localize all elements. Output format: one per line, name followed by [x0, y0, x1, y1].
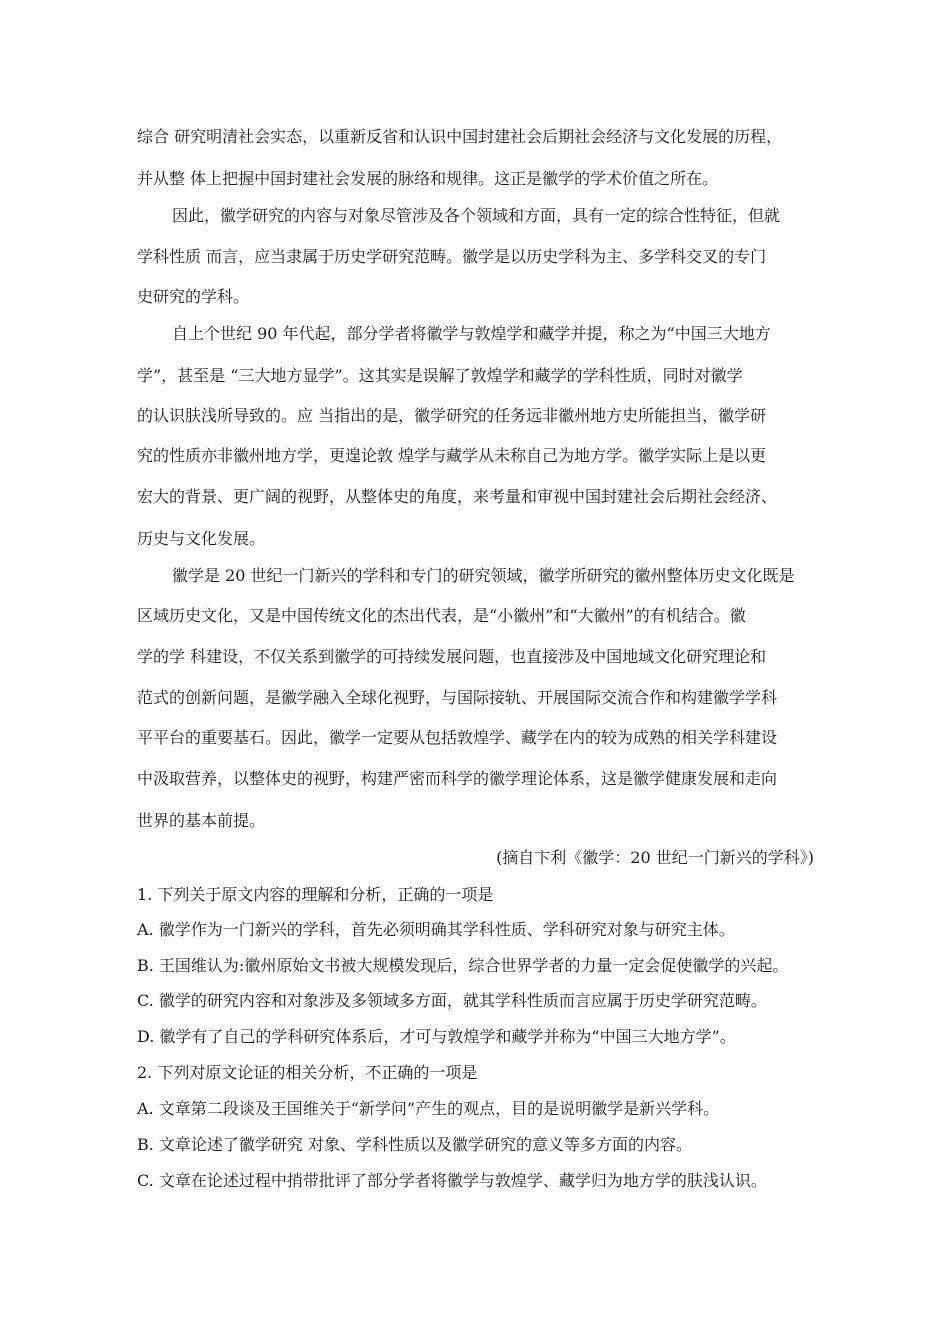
answer-option: D. 徽学有了自己的学科研究体系后，才可与敦煌学和藏学并称为“中国三大地方学”。	[137, 1027, 736, 1046]
answer-option: B. 王国维认为:徽州原始文书被大规模发现后，综合世界学者的力量一定会促使徽学的兴起。	[137, 956, 789, 975]
answer-option: B. 文章论述了徽学研究 对象、学科性质以及徽学研究的意义等多方面的内容。	[137, 1135, 693, 1154]
text-line: 宏大的背景、更广阔的视野，从整体史的角度，来考量和审视中国封建社会后期社会经济、	[137, 487, 778, 506]
text-line: 究的性质亦非徽州地方学，更遑论敦 煌学与藏学从未称自己为地方学。徽学实际上是以更	[137, 446, 767, 465]
answer-option: A. 文章第二段谈及王国维关于“新学问”产生的观点，目的是说明徽学是新兴学科。	[137, 1099, 720, 1118]
text-line: 历史与文化发展。	[137, 529, 266, 548]
text-line: 范式的创新问题，是徽学融入全球化视野，与国际接轨、开展国际交流合作和构建徽学学科	[137, 688, 778, 707]
answer-option: C. 徽学的研究内容和对象涉及多领域多方面，就其学科性质而言应属于历史学研究范畴。	[137, 991, 767, 1010]
text-line: 徽学是 20 世纪一门新兴的学科和专门的研究领域，徽学所研究的徽州整体历史文化既是	[172, 566, 795, 585]
question-stem: 2. 下列对原文论证的相关分析，不正确的一项是	[137, 1063, 478, 1082]
question-stem: 1. 下列关于原文内容的理解和分析，正确的一项是	[137, 885, 494, 904]
text-line: 区域历史文化，又是中国传统文化的杰出代表，是“小徽州”和“大徽州”的有机结合。徽	[137, 606, 746, 625]
text-line: 学”，甚至是 “三大地方显学”。这其实是误解了敦煌学和藏学的学科性质，同时对徽学	[137, 366, 743, 385]
text-line: 自上个世纪 90 年代起，部分学者将徽学与敦煌学和藏学并提，称之为“中国三大地方	[172, 324, 771, 343]
text-line: 学的学 科建设，不仅关系到徽学的可持续发展问题，也直接涉及中国地域文化研究理论和	[137, 647, 767, 666]
text-line: 学科性质 而言，应当隶属于历史学研究范畴。徽学是以历史学科为主、多学科交叉的专门	[137, 247, 767, 266]
text-line: 的认识肤浅所导致的。应 当指出的是，徽学研究的任务远非徽州地方史所能担当，徽学研	[137, 406, 767, 425]
text-line: 世界的基本前提。	[137, 811, 266, 830]
answer-option: C. 文章在论述过程中捎带批评了部分学者将徽学与敦煌学、藏学归为地方学的肤浅认识。	[137, 1171, 767, 1190]
answer-option: A. 徽学作为一门新兴的学科，首先必须明确其学科性质、学科研究对象与研究主体。	[137, 920, 735, 939]
text-line: 综合 研究明清社会实态，以重新反省和认识中国封建社会后期社会经济与文化发展的历程，	[137, 127, 783, 146]
text-line: 并从整 体上把握中国封建社会发展的脉络和规律。这正是徽学的学术价值之所在。	[137, 169, 719, 188]
text-line: 中汲取营养，以整体史的视野，构建严密而科学的徽学理论体系，这是徽学健康发展和走向	[137, 769, 778, 788]
text-line: 平平台的重要基石。因此，徽学一定要从包括敦煌学、藏学在内的较为成熟的相关学科建设	[137, 728, 778, 747]
text-line: 史研究的学科。	[137, 287, 250, 306]
text-line: 因此，徽学研究的内容与对象尽管涉及各个领域和方面，具有一定的综合性特征，但就	[172, 206, 781, 225]
source-citation: (摘自卞利《徽学：20 世纪一门新兴的学科》)	[496, 848, 814, 867]
